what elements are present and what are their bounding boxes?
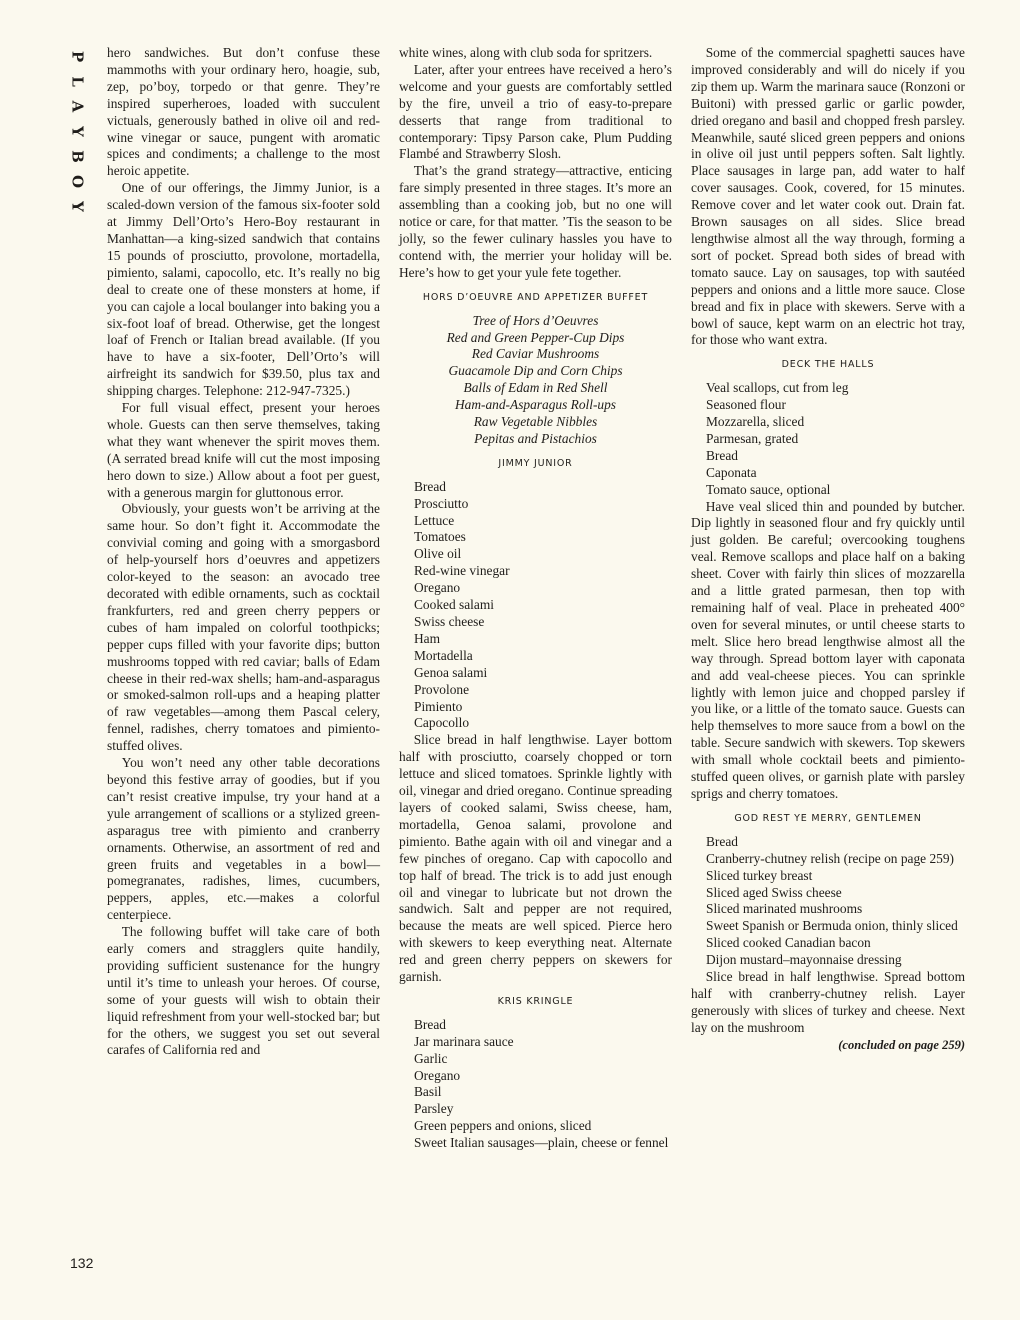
menu-item: Guacamole Dip and Corn Chips <box>448 363 623 379</box>
column-3 <box>691 45 965 1054</box>
ingredient: Cranberry-chutney relish (recipe on page 259) <box>706 850 954 866</box>
menu-item: Raw Vegetable Nibbles <box>473 414 598 430</box>
ingredient: Olive oil <box>414 546 462 562</box>
ingredient: Mozzarella, sliced <box>706 414 805 430</box>
ingredient-list <box>399 1017 672 1152</box>
recipe-method: Have veal sliced thin and pounded by butcher. Dip lightly in seasoned flour and fry quickly until just golden. Be careful; overcooking toughens veal. Remove scallops and place half on a baking sheet. Cover with fairly thin slices of mozzarella and a little grated parmesan, then top with remaining half of veal. Place in preheated 400° oven for several minutes, or until cheese starts to melt. Slice hero bread lengthwise almost all the way through. Spread bottom layer with caponata and add veal-cheese pieces. You can sprinkle lightly with lemon juice and chopped parsley if you like, or a little of the tomato sauce. Guests can help themselves to more sauce from a bowl on the table. Secure sandwich with skewers. Top skewers with small whole cocktail beets and pimiento-stuffed queen olives, or garnish plate with parsley sprigs and cherry tomatoes. <box>691 498 965 801</box>
ingredient: Pimiento <box>414 698 463 714</box>
ingredient: Capocollo <box>414 715 470 731</box>
column-2 <box>399 45 672 1152</box>
ingredient: Sliced aged Swiss cheese <box>706 884 842 900</box>
ingredient-list <box>691 380 965 498</box>
ingredient: Jar marinara sauce <box>414 1033 514 1049</box>
ingredient: Seasoned flour <box>706 397 786 413</box>
paragraph: For full visual effect, present your heroes whole. Guests can then serve themselves, taking what they want whenever the spirit moves them. (A serrated bread knife will cut the most imposing hero down to size.) Allow about a foot per guest, with a generous margin for gluttonous error. <box>107 400 380 500</box>
ingredient: Ham <box>414 630 441 646</box>
ingredient: Oregano <box>414 580 461 596</box>
recipe-method: Slice bread in half lengthwise. Spread bottom half with cranberry-chutney relish. Layer generously with slices of turkey and cheese. Next lay on the mushroom <box>691 969 965 1035</box>
ingredient: Bread <box>706 447 738 463</box>
recipe-method: Some of the commercial spaghetti sauces have improved considerably and will do nicely if you zip them up. Warm the marinara sauce (Ronzoni or Buitoni) with pressed garlic or garlic powder, dried oregano and basil and chopped fresh parsley. Meanwhile, sauté sliced green peppers and onions in olive oil just until peppers soften. Salt lightly. Place sausages in large pan, add water to half cover sausages. Cook, covered, for 15 minutes. Remove cover and let water cook out. Drain fat. Brown sausages on all sides. Slice bread lengthwise almost all the way through, forming a sort of pocket. Spread both sides of bread with tomato sauce. Lay on sausages, top with sautéed peppers and onions and a little more sauce. Close bread and fix in place with skewers. Serve with a bowl of sauce, kept warm on an electric hot tray, for those who want extra. <box>691 45 965 348</box>
paragraph: One of our offerings, the Jimmy Junior, is a scaled-down version of the famous six-footer sold at Jimmy Dell’Orto’s Hero-Boy restaurant in Manhattan—a king-sized sandwich that contains 15 pounds of prosciutto, provolone, mortadella, pimiento, salami, capocollo, etc. It’s really no big deal to create one of these monsters at home, if you can cajole a local boulanger into baking you a six-foot loaf of bread. Otherwise, get the longest loaf of French or Italian bread available. (If you have to have a six-footer, Dell’Orto’s will airfreight its sandwich for $39.50, plus tax and shipping charges. Telephone: 212-947-7325.) <box>107 180 380 399</box>
ingredient: Garlic <box>414 1050 448 1066</box>
ingredient: Bread <box>706 833 738 849</box>
ingredient: Veal scallops, cut from leg <box>706 380 849 396</box>
ingredient: Genoa salami <box>414 664 488 680</box>
paragraph: The following buffet will take care of both early comers and stragglers quite handily, providing sufficient sustenance for the hungry until it’s time to unleash your heroes. Of course, some of your guests will wish to obtain their liquid refreshment from your well-stocked bar; but for the others, we suggest you set out several carafes of California red and <box>107 924 380 1058</box>
ingredient: Bread <box>414 478 446 494</box>
paragraph: Later, after your entrees have received a hero’s welcome and your guests are comfortably settled by the fire, unveil a trio of easy-to-prepare desserts that range from traditional to contemporary: Tipsy Parson cake, Plum Pudding Flambé and Strawberry Slosh. <box>399 61 672 162</box>
ingredient: Tomato sauce, optional <box>706 481 831 497</box>
menu-item: Red Caviar Mushrooms <box>471 346 600 362</box>
paragraph: white wines, along with club soda for spritzers. <box>399 45 653 60</box>
ingredient: Prosciutto <box>414 495 469 511</box>
ingredient: Sliced marinated mushrooms <box>706 901 863 917</box>
ingredient: Sweet Spanish or Bermuda onion, thinly sliced <box>706 918 958 934</box>
magazine-letter: Y <box>68 201 87 212</box>
buffet-menu <box>399 313 672 448</box>
magazine-letter: B <box>68 150 87 163</box>
continued-note: (concluded on page 259) <box>838 1037 965 1052</box>
magazine-letter: A <box>68 100 87 113</box>
ingredient: Sweet Italian sausages—plain, cheese or fennel <box>414 1135 669 1151</box>
recipe-heading: DECK THE HALLS <box>781 359 875 371</box>
ingredient: Sliced cooked Canadian bacon <box>706 935 871 951</box>
column-1 <box>107 45 380 1059</box>
ingredient: Bread <box>414 1016 446 1032</box>
magazine-letter: L <box>68 76 87 87</box>
ingredient: Red-wine vinegar <box>414 563 510 579</box>
menu-item: Tree of Hors d’Oeuvres <box>472 312 599 328</box>
magazine-letter: Y <box>68 126 87 137</box>
paragraph: You won’t need any other table decorations beyond this festive array of goodies, but if you can’t resist creative impulse, try your hand at a yule arrangement of scallions or a stylized green-asparagus tree with pimiento and cranberry ornaments. Otherwise, an assortment of red and green fruits and vegetables in a bowl—pomegranates, radishes, limes, cucumbers, peppers, apples, etc.—makes a colorful centerpiece. <box>107 755 380 923</box>
magazine-name <box>66 44 88 219</box>
paragraph: That’s the grand strategy—attractive, enticing fare simply presented in three stages. It’s more an assembling than a cooking job, but no one will notice or care, for that matter. ’Tis the season to be jolly, so the fewer culinary hassles you have to contend with, the merrier your holiday will be. Here’s how to get your yule fete together. <box>399 163 672 280</box>
ingredient: Dijon mustard–mayonnaise dressing <box>706 952 902 968</box>
menu-item: Pepitas and Pistachios <box>474 430 597 446</box>
section-heading: HORS D’OEUVRE AND APPETIZER BUFFET <box>422 291 649 303</box>
magazine-letter: P <box>68 50 87 63</box>
recipe-heading: KRIS KRINGLE <box>497 995 574 1007</box>
ingredient: Mortadella <box>414 647 473 663</box>
ingredient: Cooked salami <box>414 597 494 613</box>
ingredient: Basil <box>414 1084 442 1100</box>
recipe-heading: GOD REST YE MERRY, GENTLEMEN <box>734 812 922 824</box>
ingredient: Provolone <box>414 681 470 697</box>
ingredient: Sliced turkey breast <box>706 867 813 883</box>
ingredient: Caponata <box>706 464 757 480</box>
paragraph: hero sandwiches. But don’t confuse these mammoths with your ordinary hero, hoagie, sub, zep, po’boy, torpedo or that genre. They’re inspired superheroes, loaded with succulent victuals, generously bathed in olive oil and red-wine vinegar or sauce, pungent with aromatic spices and condiments; a challenge to the most heroic appetite. <box>107 45 380 179</box>
magazine-letter: O <box>68 174 87 189</box>
page-number: 132 <box>70 1255 94 1271</box>
ingredient: Parsley <box>414 1101 454 1117</box>
ingredient: Tomatoes <box>414 529 466 545</box>
recipe-heading: JIMMY JUNIOR <box>498 457 573 469</box>
ingredient: Green peppers and onions, sliced <box>414 1118 592 1134</box>
menu-item: Ham-and-Asparagus Roll-ups <box>454 397 617 413</box>
ingredient: Swiss cheese <box>414 614 485 629</box>
ingredient: Lettuce <box>414 512 455 528</box>
ingredient: Parmesan, grated <box>706 430 799 446</box>
menu-item: Red and Green Pepper-Cup Dips <box>446 329 625 345</box>
ingredient-list <box>691 834 965 969</box>
paragraph: Obviously, your guests won’t be arriving at the same hour. So don’t fight it. Accommodate the convivial coming and going with a smorgasbord of help-yourself hors d’oeuvres and appetizers color-keyed to the season: an avocado tree decorated with edible ornaments, such as cocktail frankfurters, red and green cherry peppers or cubes of ham impaled on colorful toothpicks; pepper cups filled with your favorite dips; button mushrooms topped with red caviar; balls of Edam cheese in their red-wax shells; ham-and-asparagus or smoked-salmon roll-ups and a heaping platter of raw vegetables—among them Pascal celery, fennel, radishes, cherry tomatoes and pimiento-stuffed olives. <box>107 501 380 754</box>
ingredient: Oregano <box>414 1067 461 1083</box>
menu-item: Balls of Edam in Red Shell <box>463 380 608 396</box>
ingredient-list <box>399 479 672 733</box>
recipe-method: Slice bread in half lengthwise. Layer bottom half with prosciutto, coarsely chopped or torn lettuce and sliced tomatoes. Sprinkle lightly with oil, vinegar and dried oregano. Continue spreading layers of cooked salami, Swiss cheese, ham, mortadella, Genoa salami, provolone and pimiento. Bathe again with oil and vinegar and a few pinches of oregano. Cap with capocollo and top half of bread. The trick is to add just enough oil and vinegar to lubricate but not drown the sandwich. Salt and pepper are not required, because the meats are well spiced. Pierce hero with skewers to keep everything neat. Alternate red and green cherry peppers on skewers for garnish. <box>399 732 672 985</box>
